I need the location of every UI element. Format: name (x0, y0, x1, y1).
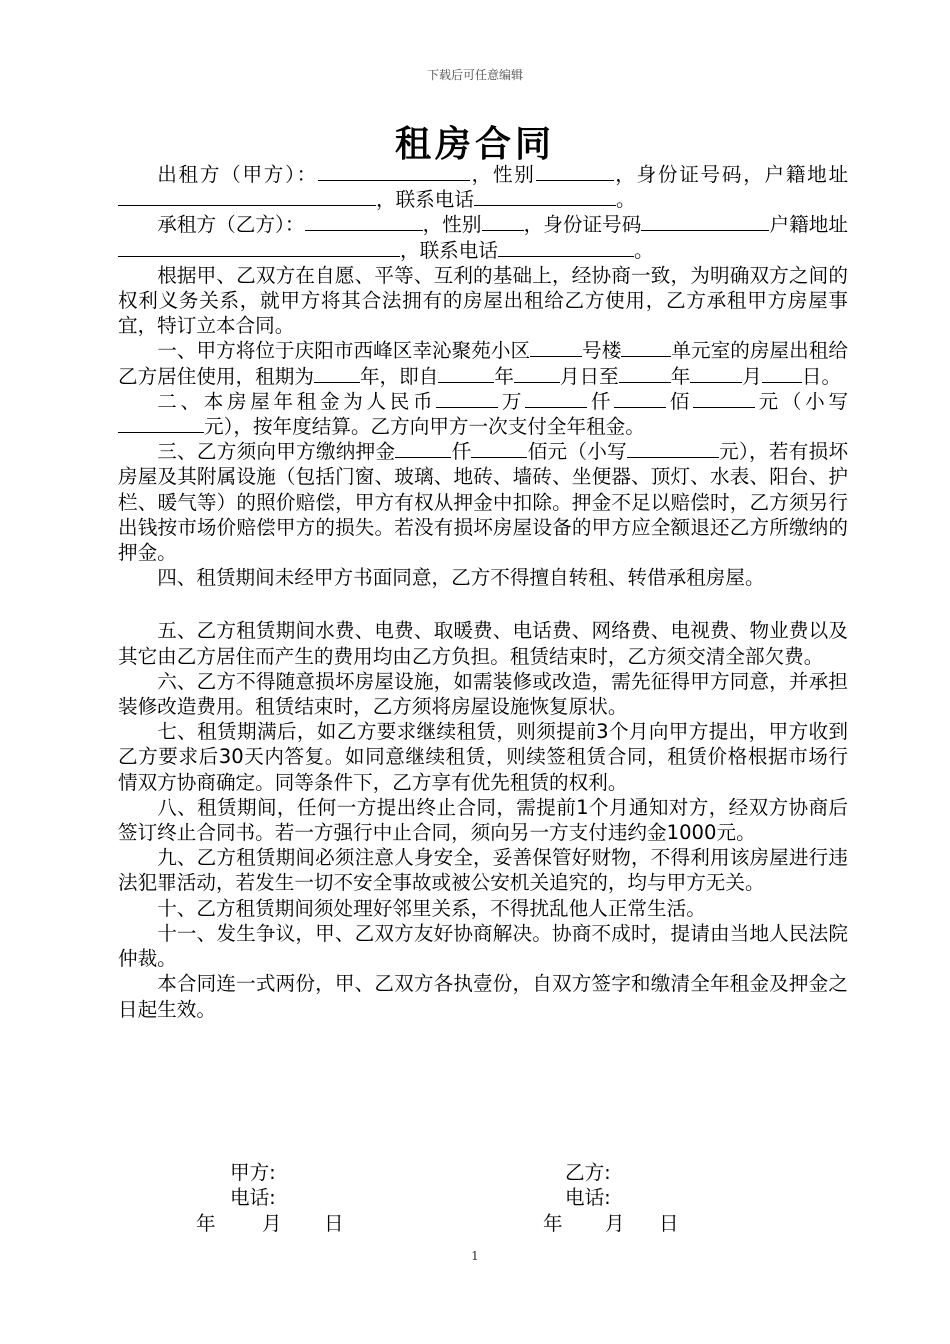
lessor-id-label: ，身份证号码 (613, 163, 744, 186)
art1-text-i: 日。 (801, 364, 842, 388)
lessor-address-blank[interactable] (118, 187, 376, 206)
art3-text-a: 三、乙方须向甲方缴纳押金 (157, 440, 396, 464)
art1-text-e: 年 (494, 364, 514, 388)
art1-end-day-blank[interactable] (762, 364, 802, 383)
lessee-id-blank[interactable] (641, 212, 769, 231)
lessee-end: 。 (633, 238, 654, 262)
art3-amount-blank[interactable] (627, 439, 719, 458)
party-a-signature (230, 1160, 276, 1210)
art2-qian-blank[interactable] (525, 389, 587, 408)
art3-bai-blank[interactable] (471, 439, 527, 458)
art1-term-blank[interactable] (314, 364, 360, 383)
lessee-phone-label: ，联系电话 (400, 238, 498, 262)
article-4: 四、租赁期间未经甲方书面同意，乙方不得擅自转租、转借承租房屋。 (157, 566, 765, 590)
art1-text-d: 年，即自 (359, 364, 439, 388)
intro-paragraph: 根据甲、乙双方在自愿、平等、互利的基础上，经协商一致，为明确双方之间的权利义务关系，就甲方将其合法拥有的房屋出租给乙方使用，乙方承租甲方房屋事宜，特订立本合同。 (118, 263, 848, 338)
art1-text-f: 月日至 (559, 364, 619, 388)
spacer (118, 590, 848, 618)
lessor-gender-label: ，性别 (469, 163, 536, 186)
art2-text-a: 二、本房屋年租金为人民币 (157, 389, 437, 413)
article-10: 十、乙方租赁期间须处理好邻里关系，不得扰乱他人正常生活。 (157, 896, 706, 920)
article-8: 八、租赁期间，任何一方提出终止合同，需提前1个月通知对方，经双方协商后签订终止合同书。若一方强行中止合同，须向另一方支付违约金1000元。 (118, 795, 848, 845)
closing-paragraph: 本合同连一式两份，甲、乙双方各执壹份，自双方签字和缴清全年租金及押金之日起生效。 (118, 972, 848, 1021)
contract-body (118, 162, 848, 1022)
party-a-phone-label: 电话: (230, 1186, 276, 1210)
article-2 (118, 389, 848, 439)
lessee-gender-blank[interactable] (482, 212, 524, 231)
art3-qian-blank[interactable] (395, 439, 451, 458)
lessee-phone-blank[interactable] (498, 238, 634, 257)
article-7: 七、租赁期满后，如乙方要求继续租赁，则须提前3个月向甲方提出，甲方收到乙方要求后30天内答复。如同意继续租赁，则续签租赁合同，租赁价格根据市场行情双方协商确定。同等条件下，乙方享有优先租赁的权利。 (118, 720, 848, 794)
lessor-end: 。 (615, 188, 636, 212)
lessee-label: 承租方（乙方）： (157, 213, 305, 237)
page-number: 1 (471, 1249, 479, 1263)
lessee-name-blank[interactable] (305, 212, 423, 231)
party-a-label: 甲方: (230, 1161, 276, 1184)
art1-start-month-blank[interactable] (514, 364, 560, 383)
art1-text-g: 年 (670, 364, 691, 388)
article-6: 六、乙方不得随意损坏房屋设施，如需装修或改造，需先征得甲方同意，并承担装修改造费用。租赁结束时，乙方须将房屋设施恢复原状。 (118, 669, 848, 719)
art1-end-year-blank[interactable] (619, 364, 671, 383)
lessor-name-blank[interactable] (318, 162, 470, 181)
lessor-label: 出租方（甲方）： (157, 163, 318, 186)
lessee-gender-label: ，性别 (422, 213, 482, 237)
article-9: 九、乙方租赁期间必须注意人身安全，妥善保管好财物，不得利用该房屋进行违法犯罪活动，若发生一切不安全事故或被公安机关追究的，均与甲方无关。 (118, 846, 848, 895)
party-a-month: 月 (262, 1212, 282, 1235)
article-5: 五、乙方租赁期间水费、电费、取暖费、电话费、网络费、电视费、物业费以及其它由乙方居住而产生的费用均由乙方负担。租赁结束时，乙方须交清全部欠费。 (118, 619, 848, 668)
lessee-address-label: 户籍地址 (769, 213, 849, 237)
lessor-phone-label: ，联系电话 (376, 188, 474, 212)
art2-text-e: 元（小写 (755, 389, 849, 413)
party-b-date (543, 1211, 679, 1236)
page-header: 下载后可任意编辑 (426, 68, 523, 82)
art1-building-blank[interactable] (530, 338, 582, 357)
art2-bai-blank[interactable] (614, 389, 666, 408)
art2-wan-blank[interactable] (436, 389, 498, 408)
art2-text-d: 佰 (666, 389, 694, 413)
party-b-phone-label: 电话: (565, 1186, 611, 1210)
party-b-day: 日 (659, 1212, 679, 1235)
lessor-address-label: ，户籍地址 (743, 163, 849, 186)
lessee-address-blank[interactable] (118, 238, 400, 257)
lessor-phone-blank[interactable] (474, 187, 616, 206)
art2-amount-blank[interactable] (118, 414, 204, 433)
art2-text-f: 元），按年度结算。乙方向甲方一次支付全年租金。 (204, 415, 645, 439)
lessee-id-label: ，身份证号码 (523, 213, 642, 237)
art2-text-c: 仟 (587, 389, 615, 413)
party-b-label: 乙方: (565, 1161, 611, 1184)
art2-text-b: 万 (498, 389, 526, 413)
document-title: 租房合同 (394, 124, 555, 165)
party-b-month: 月 (605, 1212, 625, 1235)
art1-end-month-blank[interactable] (690, 364, 742, 383)
lessee-info (118, 212, 848, 262)
art1-start-year-blank[interactable] (438, 364, 494, 383)
art1-text-b: 号楼 (582, 339, 622, 363)
party-b-signature (565, 1160, 611, 1210)
art1-text-h: 月 (742, 364, 762, 388)
art1-text-a: 一、甲方将位于庆阳市西峰区幸沁聚苑小区 (157, 339, 531, 363)
lessor-info (118, 162, 848, 212)
art1-text-c: 单元室的房屋出租给乙方居住使用，租期为 (118, 339, 849, 388)
article-1 (118, 338, 848, 388)
article-11: 十一、发生争议，甲、乙双方友好协商解决。协商不成时，提请由当地人民法院仲裁。 (118, 921, 848, 971)
article-3 (118, 439, 848, 565)
art2-yuan-blank[interactable] (693, 389, 755, 408)
lessor-gender-blank[interactable] (536, 162, 614, 181)
party-b-year: 年 (543, 1212, 563, 1235)
art3-text-c: 佰元（小写 (527, 440, 627, 464)
party-a-date (196, 1211, 344, 1236)
art3-text-d: 元），若有损坏房屋及其附属设施（包括门窗、玻璃、地砖、墙砖、坐便器、顶灯、水表、阳台、护栏、暖气等）的照价赔偿，甲方有权从押金中扣除。押金不足以赔偿时，乙方须另行出钱按市场价赔偿甲方的损失。若没有损坏房屋设备的甲方应全额退还乙方所缴纳的押金。 (118, 440, 849, 565)
party-a-day: 日 (324, 1212, 344, 1235)
art3-text-b: 仟 (451, 440, 472, 464)
party-a-year: 年 (196, 1212, 216, 1235)
art1-unit-blank[interactable] (621, 338, 671, 357)
